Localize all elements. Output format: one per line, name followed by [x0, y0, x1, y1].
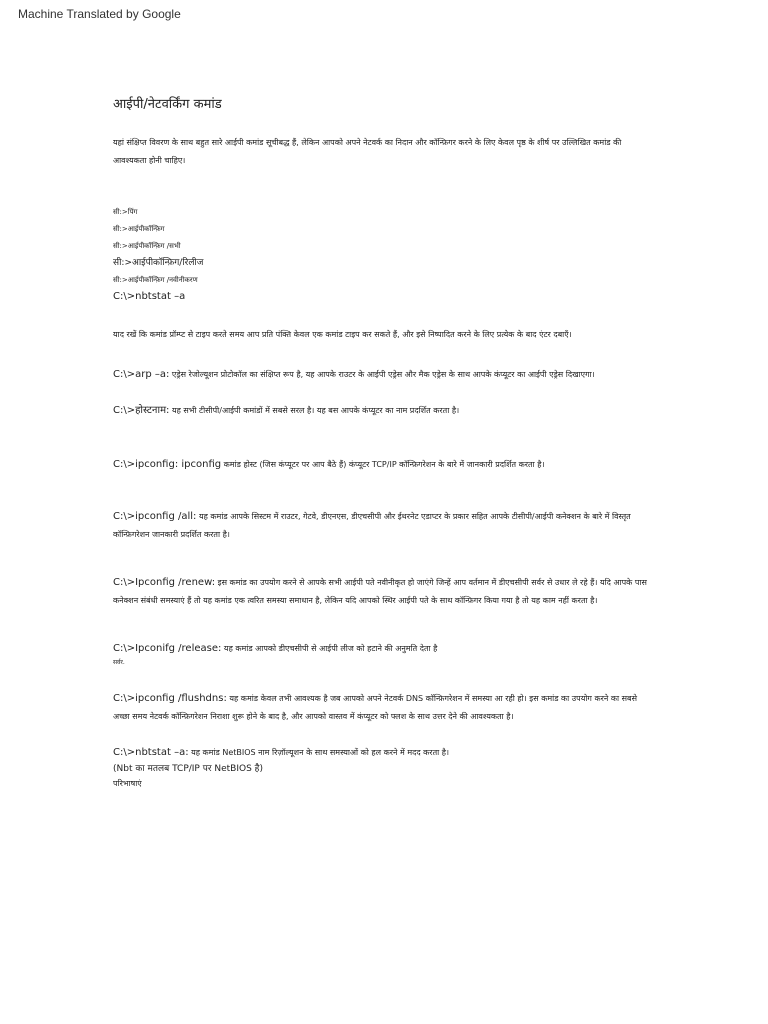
command-list	[113, 204, 649, 304]
flushdns-command: C:\>ipconfig /flushdns:	[113, 693, 227, 704]
ipconfig-all-description: यह कमांड आपके सिस्टम में राउटर, गेटवे, डीएनएस, डीएचसीपी और ईथरनेट एडाप्टर के प्रकार सहित आपके टीसीपी/आईपी कनेक्शन के बारे में विस्तृत कॉन्फ़िगरेशन जानकारी प्रदर्शित करता है।	[113, 512, 631, 539]
arp-paragraph	[113, 366, 649, 384]
definitions-heading: परिभाषाएं	[113, 779, 142, 788]
flushdns-paragraph	[113, 690, 649, 726]
command-item-ipconfig: सी:>आईपीकॉन्फ़िग	[113, 225, 165, 233]
ipconfig-paragraph	[113, 456, 649, 474]
arp-command: C:\>arp –a:	[113, 369, 170, 380]
hostname-paragraph	[113, 402, 649, 420]
renew-description: इस कमांड का उपयोग करने से आपके सभी आईपी पते नवीनीकृत हो जाएंगे जिन्हें आप वर्तमान में डीएचसीपी सर्वर से उधार ले रहे हैं। यदि आपके पास कनेक्शन संबंधी समस्याएं हैं तो यह कमांड एक त्वरित समस्या समाधान है, लेकिन यदि आपको स्थिर आईपी पते के साथ कॉन्फ़िगर किया गया है तो यह काम नहीं करता है।	[113, 578, 647, 605]
intro-paragraph: यहां संक्षिप्त विवरण के साथ बहुत सारे आईपी कमांड सूचीबद्ध हैं, लेकिन आपको अपने नेटवर्क का निदान और कॉन्फ़िगर करने के लिए केवल पृष्ठ के शीर्ष पर उल्लिखित कमांड की आवश्यकता होनी चाहिए।	[113, 138, 622, 165]
ipconfig-description: कमांड होस्ट (जिस कंप्यूटर पर आप बैठे हैं) कंप्यूटर TCP/IP कॉन्फ़िगरेशन के बारे में जानकारी प्रदर्शित करता है।	[221, 460, 545, 469]
release-paragraph	[113, 640, 649, 668]
remember-paragraph: याद रखें कि कमांड प्रॉम्प्ट से टाइप करते समय आप प्रति पंक्ति केवल एक कमांड टाइप कर सकते हैं, और इसे निष्पादित करने के लिए प्रत्येक के बाद एंटर दबाएँ।	[113, 330, 572, 339]
release-description: यह कमांड आपको डीएचसीपी से आईपी लीज को हटाने की अनुमति देता है	[221, 644, 438, 653]
command-item-nbtstat: C:\>nbtstat –a	[113, 291, 186, 302]
command-item-ipconfig-all: सी:>आईपीकॉन्फ़िग /सभी	[113, 242, 181, 250]
command-item-ping: सी:>पिंग	[113, 208, 138, 216]
release-note: सर्वर.	[113, 659, 125, 666]
machine-translation-banner: Machine Translated by Google	[18, 7, 181, 21]
nbtstat-meaning: (Nbt का मतलब TCP/IP पर NetBIOS है)	[113, 764, 263, 774]
arp-description: एड्रेस रेजोल्यूशन प्रोटोकॉल का संक्षिप्त रूप है, यह आपके राउटर के आईपी एड्रेस और मैक एड्रेस के साथ आपके कंप्यूटर का आईपी एड्रेस दिखाएगा।	[169, 370, 595, 379]
nbtstat-description: यह कमांड NetBIOS नाम रिज़ॉल्यूशन के साथ समस्याओं को हल करने में मदद करता है।	[188, 748, 450, 757]
nbtstat-paragraph	[113, 744, 649, 791]
ipconfig-command: C:\>ipconfig: ipconfig	[113, 459, 222, 470]
hostname-command: C:\>होस्टनाम:	[113, 405, 170, 416]
flushdns-description: यह कमांड केवल तभी आवश्यक है जब आपको अपने नेटवर्क DNS कॉन्फ़िगरेशन में समस्या आ रही हो। इस कमांड का उपयोग करने का सबसे अच्छा समय नेटवर्क कॉन्फ़िगरेशन निराशा शुरू होने के बाद है, और आपको वास्तव में कंप्यूटर को फ्लश के साथ उत्तर देने की आवश्यकता है।	[113, 694, 637, 721]
page-title: आईपी/नेटवर्किंग कमांड	[113, 97, 222, 112]
ipconfig-all-paragraph	[113, 508, 649, 544]
command-item-ipconfig-renew: सी:>आईपीकॉन्फ़िग /नवीनीकरण	[113, 276, 198, 284]
ipconfig-all-command: C:\>ipconfig /all:	[113, 511, 197, 522]
command-item-ipconfig-release: सी:>आईपीकॉन्फ़िग/रिलीज	[113, 258, 204, 268]
renew-command: C:\>Ipconfig /renew:	[113, 577, 216, 588]
renew-paragraph	[113, 574, 649, 610]
document-page	[113, 94, 649, 791]
release-command: C:\>Ipconifg /release:	[113, 643, 222, 654]
nbtstat-command: C:\>nbtstat –a:	[113, 747, 189, 758]
hostname-description: यह सभी टीसीपी/आईपी कमांडों में सबसे सरल है। यह बस आपके कंप्यूटर का नाम प्रदर्शित करता है।	[169, 406, 460, 415]
